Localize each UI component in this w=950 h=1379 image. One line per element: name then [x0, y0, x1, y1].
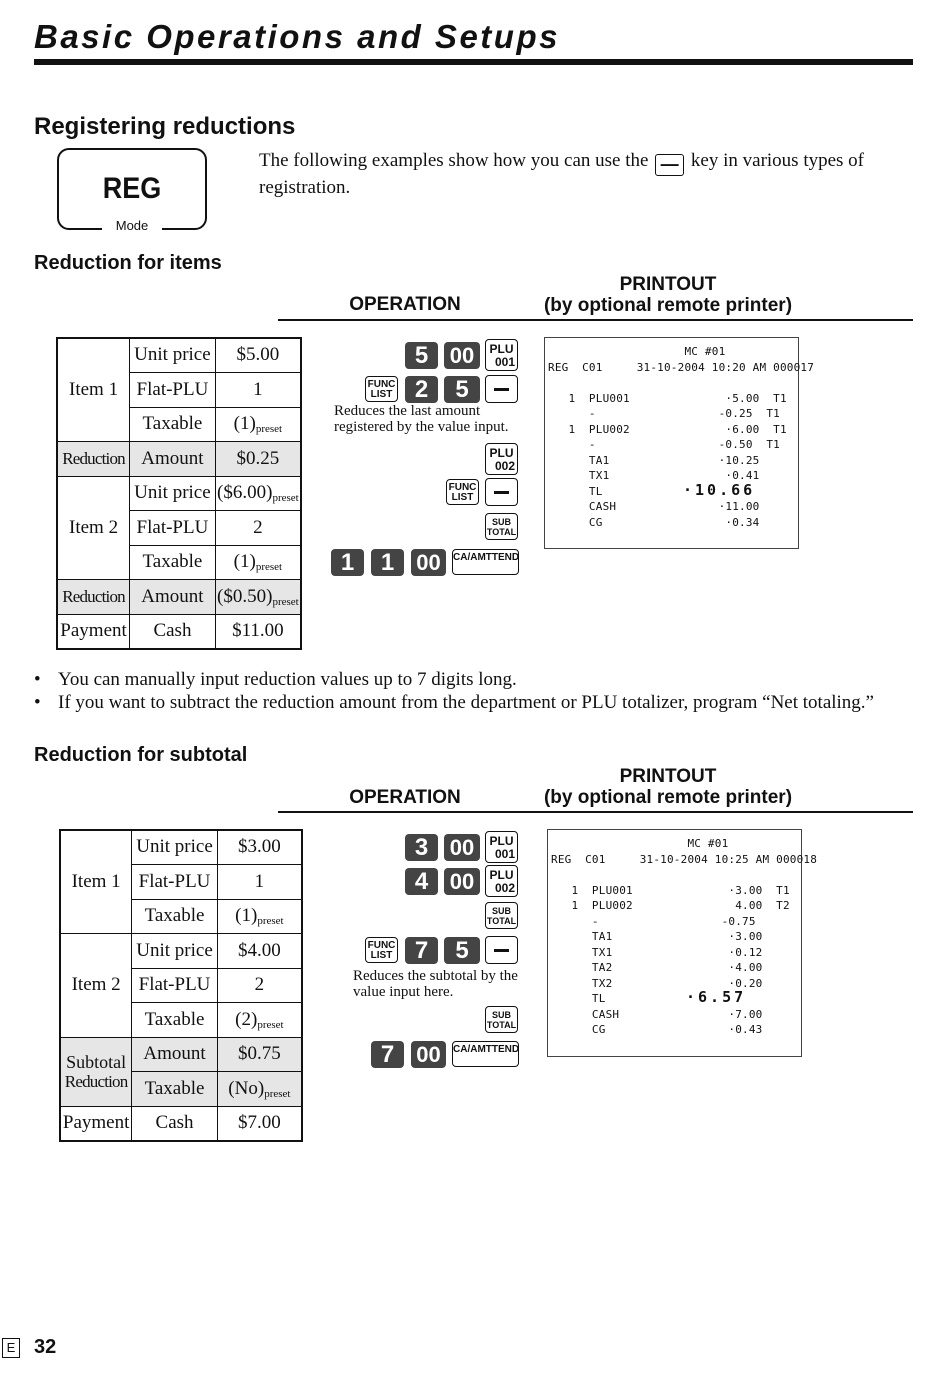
page-number: 32 [34, 1336, 57, 1358]
minus-key-icon: — [655, 154, 684, 176]
field-label: Taxable [132, 1071, 218, 1106]
plu-002-key-icon: PLU 002 [485, 865, 518, 897]
subtotal-key-icon: SUB TOTAL [485, 513, 518, 540]
digit-key-2: 2 [405, 376, 438, 403]
receipt-line: 1 PLU002 ·6.00 T1 [548, 422, 787, 436]
field-label: Taxable [132, 1002, 218, 1037]
receipt-line: CG ·0.34 [548, 515, 760, 529]
digit-key-5: 5 [444, 376, 480, 403]
printout-receipt [547, 829, 818, 1057]
field-label: Taxable [132, 899, 218, 933]
minus-key-icon [485, 375, 518, 403]
subtotal-key-icon: SUB TOTAL [485, 1006, 518, 1033]
field-label: Unit price [130, 476, 216, 510]
receipt-line: CASH ·11.00 [548, 500, 760, 513]
note-item: • If you want to subtract the reduction amount from the department or PLU totalizer, program “Net totaling.” [34, 692, 874, 713]
receipt-line: CASH ·7.00 [551, 1007, 763, 1021]
table-row [60, 1106, 302, 1141]
field-value: 2 [217, 968, 302, 1002]
func-list-key-icon: FUNC LIST [365, 376, 398, 402]
digit-key-5: 5 [405, 342, 438, 369]
minus-key-icon [485, 936, 518, 964]
plu-001-key-icon: PLU 001 [485, 339, 518, 371]
field-value: $(\$6.00)_{preset}$ [215, 476, 301, 510]
table-row [57, 476, 301, 510]
language-marker: E [2, 1338, 20, 1358]
receipt-line: TX1 ·0.41 [548, 469, 760, 482]
table-row [57, 338, 301, 372]
mode-label: Mode [102, 218, 162, 233]
group-label: Reduction [57, 579, 130, 614]
receipt-line: REG C01 31-10-2004 10:20 AM 000017 [548, 360, 815, 374]
table-row [57, 614, 301, 649]
field-label: Unit price [132, 933, 218, 968]
printout-heading-line1: PRINTOUT [619, 274, 717, 295]
digit-key-1: 1 [331, 549, 364, 576]
heading-rule [278, 811, 913, 813]
receipt-line: MC #01 [551, 837, 729, 850]
receipt-line: 1 PLU001 ·3.00 T1 [551, 883, 790, 897]
digit-key-4: 4 [405, 868, 438, 895]
receipt-line: TA1 ·10.25 [548, 453, 760, 467]
digit-key-3: 3 [405, 834, 438, 861]
table-row [60, 830, 302, 864]
table-row [60, 933, 302, 968]
receipt-line: TA1 ·3.00 [551, 930, 763, 943]
mode-name: REG [102, 172, 162, 205]
operation-note: Reduces the subtotal by the value input here. [353, 968, 518, 1000]
note-item: • You can manually input reduction values up to 7 digits long. [34, 669, 517, 690]
mode-badge [57, 148, 207, 233]
items-example-title: Reduction for items [34, 252, 222, 274]
field-value: $7.00 [217, 1106, 302, 1141]
group-label: Item 1 [57, 338, 130, 441]
ca-amt-tend-key-icon: CA/AMTTEND [452, 549, 519, 575]
field-value: 2 [215, 510, 301, 545]
digit-key-00: 00 [444, 342, 480, 369]
group-label: Subtotal Reduction [60, 1037, 132, 1106]
digit-key-00: 00 [411, 549, 446, 576]
operation-heading: OPERATION [349, 787, 461, 808]
section-title: Registering reductions [34, 113, 296, 140]
field-label: Taxable [130, 545, 216, 579]
group-label: Payment [60, 1106, 132, 1141]
receipt-line: REG C01 31-10-2004 10:25 AM 000018 [551, 852, 818, 866]
field-value: $(1)_{preset}$ [215, 545, 301, 579]
field-value: $(1)_{preset}$ [215, 407, 301, 441]
receipt-line: TL [548, 484, 603, 498]
receipt-line: MC #01 [548, 345, 726, 358]
field-value: 1 [215, 372, 301, 407]
field-label: Cash [130, 614, 216, 649]
receipt-line: TX1 ·0.12 [551, 945, 763, 959]
printout-heading-line1: PRINTOUT [619, 766, 717, 787]
field-value: $11.00 [215, 614, 301, 649]
receipt-line: 1 PLU001 ·5.00 T1 [548, 391, 787, 405]
group-label: Item 2 [60, 933, 132, 1037]
field-value: $(No)_{preset}$ [217, 1071, 302, 1106]
intro-text [259, 149, 899, 200]
ca-amt-tend-key-icon: CA/AMTTEND [452, 1041, 519, 1067]
heading-rule [278, 319, 913, 321]
field-value: $(1)_{preset}$ [217, 899, 302, 933]
items-data-table [56, 337, 302, 650]
digit-key-00: 00 [444, 868, 480, 895]
func-list-key-icon: FUNC LIST [446, 479, 479, 505]
field-value: $3.00 [217, 830, 302, 864]
operation-note: Reduces the last amount registered by the value input. [334, 403, 509, 435]
digit-key-7: 7 [371, 1041, 404, 1068]
field-label: Flat-PLU [130, 372, 216, 407]
field-value: $0.25 [215, 441, 301, 476]
printout-heading [540, 766, 796, 808]
receipt-line: - -0.75 [551, 914, 756, 928]
field-label: Unit price [132, 830, 218, 864]
plu-001-key-icon: PLU 001 [485, 831, 518, 863]
intro-after: key in various types of registration. [259, 150, 864, 198]
field-label: Flat-PLU [132, 864, 218, 899]
table-row [57, 579, 301, 614]
receipt-line: TL [551, 992, 606, 1005]
receipt-line: - -0.25 T1 [548, 407, 780, 420]
func-list-key-icon: FUNC LIST [365, 937, 398, 963]
field-label: Flat-PLU [132, 968, 218, 1002]
field-value: $(\$0.50)_{preset}$ [215, 579, 301, 614]
minus-key-icon [485, 478, 518, 506]
field-label: Flat-PLU [130, 510, 216, 545]
plu-002-key-icon: PLU 002 [485, 443, 518, 475]
page-header-title: Basic Operations and Setups [34, 18, 560, 55]
field-value: $5.00 [215, 338, 301, 372]
group-label: Payment [57, 614, 130, 649]
receipt-line: TA2 ·4.00 [551, 961, 763, 974]
table-row [60, 1037, 302, 1071]
printout-heading [540, 274, 796, 316]
receipt-line: - -0.50 T1 [548, 438, 780, 451]
digit-key-00: 00 [411, 1041, 446, 1068]
group-label: Item 2 [57, 476, 130, 579]
header-rule [34, 59, 913, 65]
field-value: $(2)_{preset}$ [217, 1002, 302, 1037]
operation-heading: OPERATION [349, 294, 461, 315]
receipt-total: ·6.57 [686, 988, 747, 1006]
digit-key-1: 1 [371, 549, 404, 576]
receipt-line: TX2 ·0.20 [551, 976, 763, 990]
printout-heading-line2: (by optional remote printer) [543, 787, 793, 808]
subtotal-key-icon: SUB TOTAL [485, 902, 518, 929]
digit-key-7: 7 [405, 937, 438, 964]
receipt-total: ·10.66 [683, 480, 756, 499]
subtotal-data-table [59, 829, 303, 1142]
group-label: Reduction [57, 441, 130, 476]
digit-key-5: 5 [444, 937, 480, 964]
field-label: Amount [132, 1037, 218, 1071]
field-value: 1 [217, 864, 302, 899]
field-label: Taxable [130, 407, 216, 441]
receipt-line: CG ·0.43 [551, 1023, 763, 1036]
field-label: Unit price [130, 338, 216, 372]
group-label: Item 1 [60, 830, 132, 933]
field-label: Amount [130, 579, 216, 614]
digit-key-00: 00 [444, 834, 480, 861]
field-label: Amount [130, 441, 216, 476]
field-label: Cash [132, 1106, 218, 1141]
field-value: $0.75 [217, 1037, 302, 1071]
table-row [57, 441, 301, 476]
intro-before: The following examples show how you can use the [259, 150, 649, 171]
printout-heading-line2: (by optional remote printer) [543, 295, 793, 316]
field-value: $4.00 [217, 933, 302, 968]
printout-receipt [544, 337, 815, 549]
subtotal-example-title: Reduction for subtotal [34, 744, 248, 766]
receipt-line: 1 PLU002 4.00 T2 [551, 899, 790, 912]
